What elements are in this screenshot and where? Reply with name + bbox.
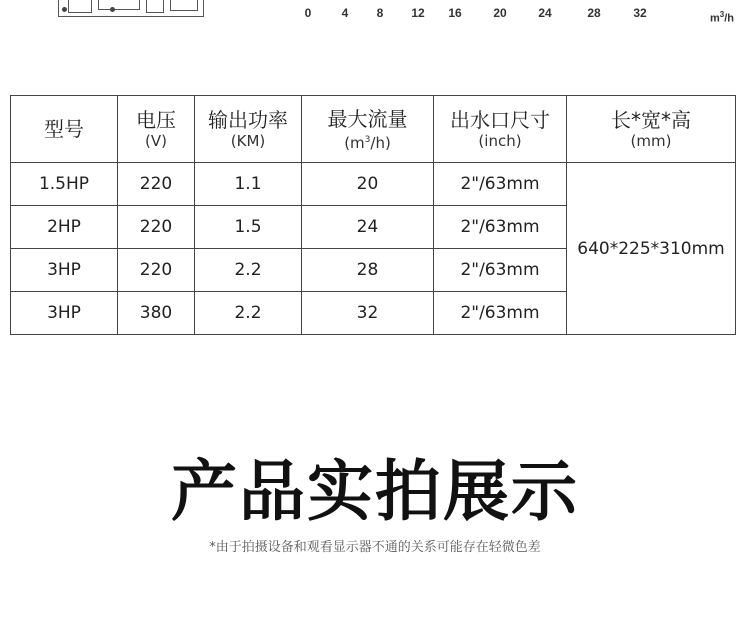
cell-outlet: 2"/63mm [434, 163, 567, 206]
header-voltage: 电压 (V) [118, 96, 195, 163]
cell-outlet: 2"/63mm [434, 292, 567, 335]
axis-tick: 32 [633, 6, 647, 20]
axis-tick: 4 [341, 6, 349, 20]
color-disclaimer: *由于拍摄设备和观看显示器不通的关系可能存在轻微色差 [209, 540, 541, 555]
top-strip [0, 0, 750, 34]
cell-power: 1.5 [195, 206, 302, 249]
cell-outlet: 2"/63mm [434, 206, 567, 249]
cell-model: 3HP [11, 249, 118, 292]
cell-flow: 32 [302, 292, 434, 335]
cell-model: 3HP [11, 292, 118, 335]
header-model: 型号 [11, 96, 118, 163]
cell-power: 2.2 [195, 292, 302, 335]
cell-flow: 28 [302, 249, 434, 292]
table-header-row [11, 96, 736, 163]
axis-tick: 8 [376, 6, 384, 20]
header-flow: 最大流量 $(m^3/h)$ [302, 96, 434, 163]
cell-voltage: 380 [118, 292, 195, 335]
cell-voltage: 220 [118, 249, 195, 292]
spec-table [10, 95, 736, 335]
flow-axis-unit: $m^3/h$ [710, 10, 735, 25]
axis-tick: 20 [493, 6, 507, 20]
table-row [11, 163, 736, 206]
cell-flow: 24 [302, 206, 434, 249]
section-title: 产品实拍展示 [171, 453, 579, 530]
cell-model: 2HP [11, 206, 118, 249]
cell-dimensions: 640*225*310mm [567, 163, 736, 335]
cell-voltage: 220 [118, 206, 195, 249]
axis-tick: 24 [538, 6, 552, 20]
cell-flow: 20 [302, 163, 434, 206]
cell-model: 1.5HP [11, 163, 118, 206]
axis-tick: 0 [304, 6, 312, 20]
header-outlet: 出水口尺寸 (inch) [434, 96, 567, 163]
axis-tick: 12 [411, 6, 425, 20]
cell-power: 1.1 [195, 163, 302, 206]
cell-power: 2.2 [195, 249, 302, 292]
header-power: 输出功率 (KM) [195, 96, 302, 163]
cell-voltage: 220 [118, 163, 195, 206]
flow-axis-ticks [0, 6, 750, 24]
axis-tick: 16 [448, 6, 462, 20]
cell-outlet: 2"/63mm [434, 249, 567, 292]
header-dimensions: 长*宽*高 (mm) [567, 96, 736, 163]
axis-tick: 28 [587, 6, 601, 20]
